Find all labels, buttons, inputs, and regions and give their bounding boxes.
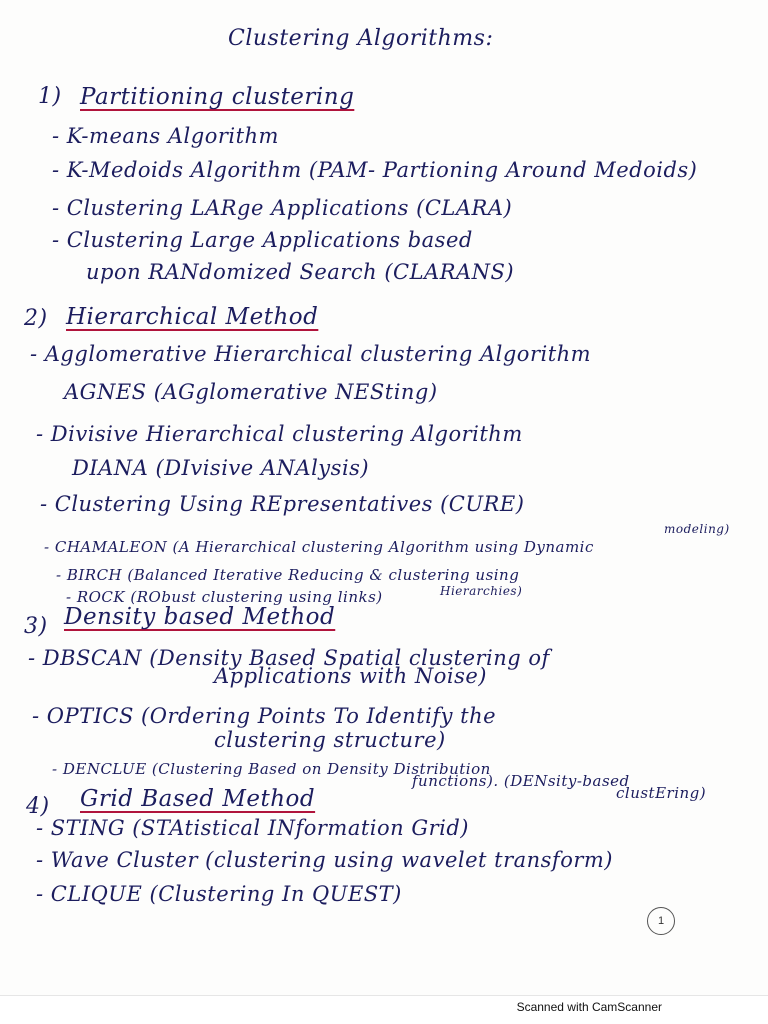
scanner-credit: Scanned with CamScanner xyxy=(516,1000,662,1014)
section-3-number: 3) xyxy=(24,614,48,639)
page-number: 1 xyxy=(647,907,675,935)
section-2-line-10: - ROCK (RObust clustering using links) xyxy=(66,588,383,606)
section-2-line-4: DIANA (DIvisive ANAlysis) xyxy=(72,456,370,480)
section-2-line-8: - BIRCH (Balanced Iterative Reducing & clustering using xyxy=(56,566,520,584)
section-2-line-6: - CHAMALEON (A Hierarchical clustering Algorithm using Dynamic xyxy=(44,538,594,556)
scan-footer xyxy=(0,995,768,1024)
section-2-line-1: - Agglomerative Hierarchical clustering Algorithm xyxy=(30,342,592,366)
section-2-line-7: modeling) xyxy=(664,522,730,536)
section-4-line-3: - CLIQUE (Clustering In QUEST) xyxy=(36,882,402,906)
section-4-line-1: - STING (STAtistical INformation Grid) xyxy=(36,816,470,840)
section-3-line-7: clustEring) xyxy=(616,784,707,802)
section-2-line-3: - Divisive Hierarchical clustering Algorithm xyxy=(36,422,523,446)
section-3-line-1: - DBSCAN (Density Based Spatial clustering of xyxy=(28,646,550,670)
section-1-line-2: - K-Medoids Algorithm (PAM- Partioning Around Medoids) xyxy=(52,158,698,182)
section-2-number: 2) xyxy=(24,306,48,331)
section-1-line-5: upon RANdomized Search (CLARANS) xyxy=(86,260,515,284)
section-3-line-4: clustering structure) xyxy=(214,728,446,752)
section-2-line-9: Hierarchies) xyxy=(440,584,523,598)
section-3-line-2: Applications with Noise) xyxy=(214,664,488,688)
section-2-line-5: - Clustering Using REpresentatives (CURE) xyxy=(40,492,525,516)
section-1-line-1: - K-means Algorithm xyxy=(52,124,279,148)
section-4-line-2: - Wave Cluster (clustering using wavelet transform) xyxy=(36,848,613,872)
section-2-heading: Hierarchical Method xyxy=(66,304,319,330)
section-3-line-5: - DENCLUE (Clustering Based on Density Distribution xyxy=(52,760,491,778)
section-3-line-6: functions). (DENsity-based xyxy=(412,772,630,790)
section-1-line-4: - Clustering Large Applications based xyxy=(52,228,473,252)
section-3-line-3: - OPTICS (Ordering Points To Identify the xyxy=(32,704,497,728)
section-4-heading: Grid Based Method xyxy=(80,786,316,812)
section-1-line-3: - Clustering LARge Applications (CLARA) xyxy=(52,196,513,220)
section-1-heading: Partitioning clustering xyxy=(80,84,355,110)
section-4-number: 4) xyxy=(26,794,50,819)
page-title: Clustering Algorithms: xyxy=(228,26,494,51)
section-1-number: 1) xyxy=(38,84,62,109)
section-3-heading: Density based Method xyxy=(64,604,336,630)
section-2-line-2: AGNES (AGglomerative NESting) xyxy=(64,380,438,404)
